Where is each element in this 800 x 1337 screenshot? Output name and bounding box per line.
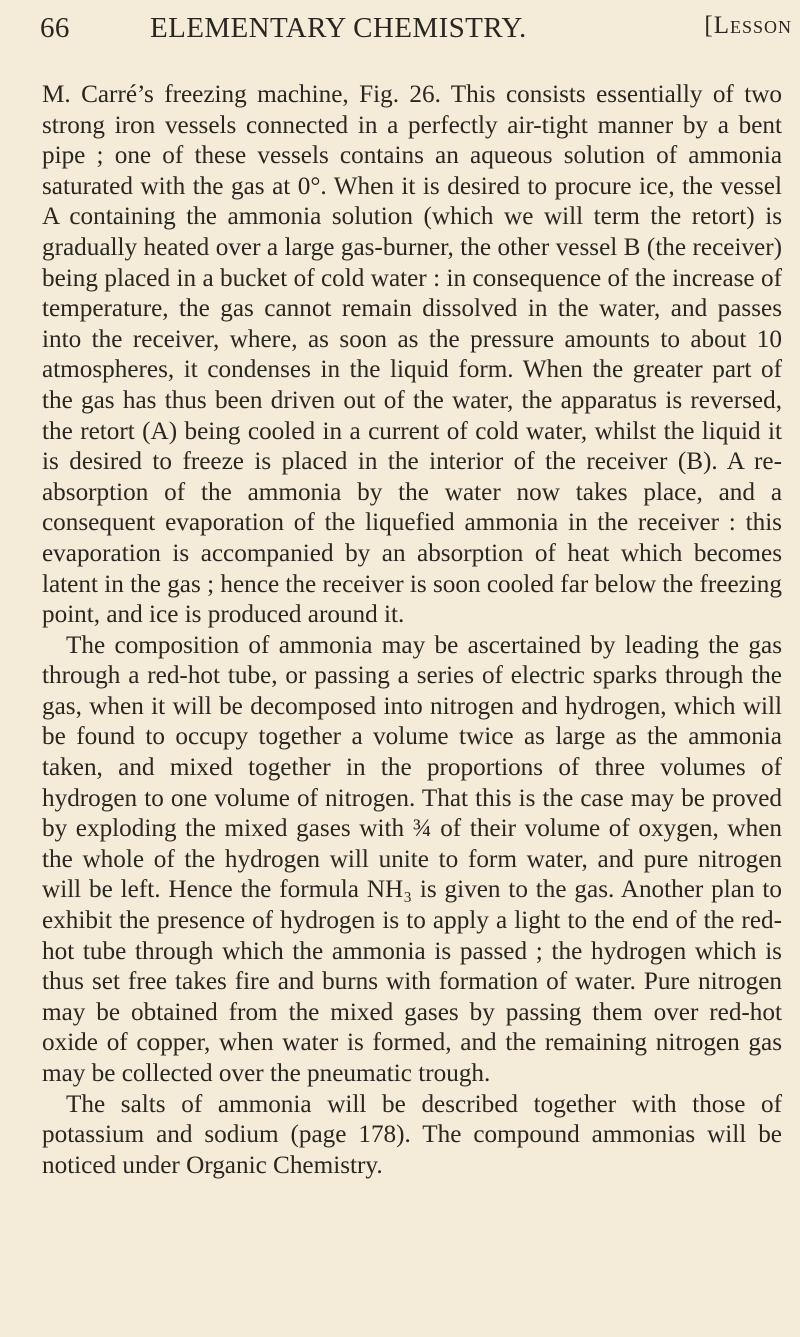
page-number: 66 xyxy=(40,12,70,44)
paragraph-freezing-machine: M. Carré’s freezing machine, Fig. 26. This consists essentially of two strong iron vessels connected in a perfectly air-tight manner by a bent pipe ; one of these vessels contains an aqueous solution of ammonia saturated with the gas at 0°. When it is desired to procure ice, the vessel A containing the ammonia solution (which we will term the retort) is gradually heated over a large gas-burner, the other vessel B (the receiver) being placed in a bucket of cold water : in consequence of the increase of temperature, the gas cannot remain dissolved in the water, and passes into the receiver, where, as soon as the pressure amounts to about 10 atmospheres, it condenses in the liquid form. When the greater part of the gas has thus been driven out of the water, the apparatus is reversed, the retort (A) being cooled in a current of cold water, whilst the liquid it is desired to freeze is placed in the interior of the receiver (B). A re-absorption of the ammonia by the water now takes place, and a consequent evaporation of the liquefied ammonia in the receiver : this evaporation is accompanied by an absorption of heat which becomes latent in the gas ; hence the receiver is soon cooled far below the freezing point, and ice is produced around it. xyxy=(42,81,782,629)
page-header xyxy=(40,12,792,52)
paragraph-composition-of-ammonia: The composition of ammonia may be ascertained by leading the gas through a red-hot tube, or passing a series of electric sparks through the gas, when it will be decomposed into nitrogen and hydrogen, which will be found to occupy together a volume twice as large as the ammonia taken, and mixed together in the proportions of three volumes of hydrogen to one volume of nitrogen. That this is the case may be proved by exploding the mixed gases with ¾ of their volume of oxygen, when the whole of the hydrogen will unite to form water, and pure nitrogen will be left. Hence the formula NH₃ is given to the gas. Another plan to exhibit the presence of hydrogen is to apply a light to the end of the red-hot tube through which the ammonia is passed ; the hydrogen which is thus set free takes fire and burns with formation of water. Pure nitrogen may be obtained from the mixed gases by passing them over red-hot oxide of copper, when water is formed, and the remaining nitrogen gas may be collected over the pneumatic trough. xyxy=(42,631,782,1087)
running-title: ELEMENTARY CHEMISTRY. xyxy=(150,12,527,44)
paragraph-salts-of-ammonia: The salts of ammonia will be described together with those of potassium and sodium (page 178). The compound ammonias will be noticed under Organic Chemistry. xyxy=(42,1090,782,1179)
section-label: [Lesson xyxy=(704,12,792,39)
body-text xyxy=(42,80,782,1181)
